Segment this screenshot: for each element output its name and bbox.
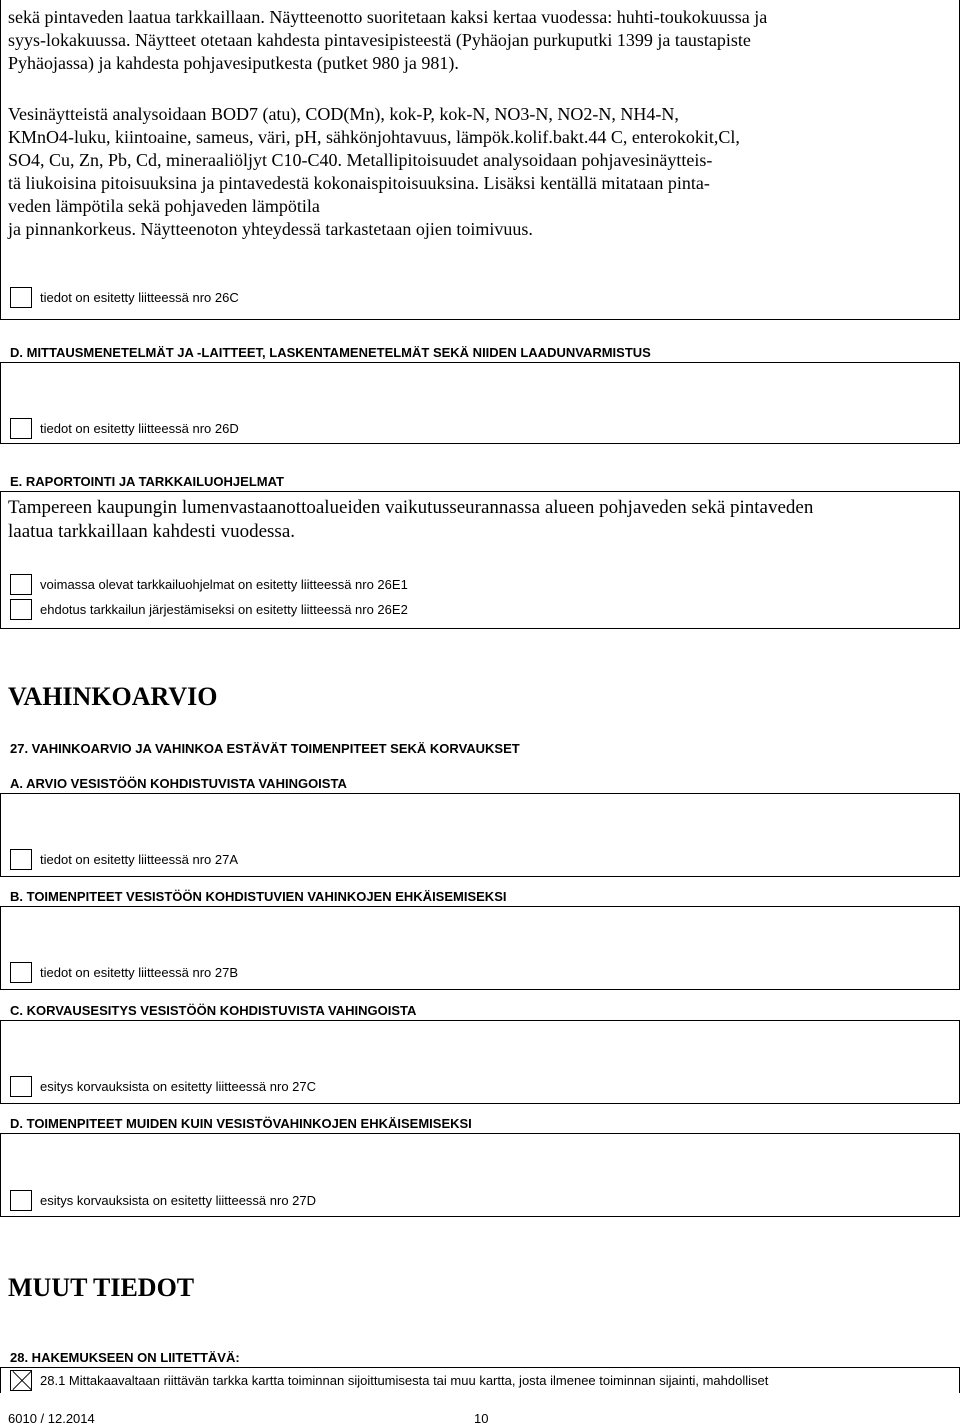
question-28-heading: 28. HAKEMUKSEEN ON LIITETTÄVÄ: [10,1350,240,1365]
text-line: Vesinäytteistä analysoidaan BOD7 (atu), COD(Mn), kok-P, kok-N, NO3-N, NO2-N, NH4-N, [8,104,679,124]
checkbox-label: ehdotus tarkkailun järjestämiseksi on esitetty liitteessä nro 26E2 [40,601,408,617]
checkbox-26e1[interactable] [10,574,32,595]
section-e-heading: E. RAPORTOINTI JA TARKKAILUOHJELMAT [10,474,284,489]
text-line: laatua tarkkaillaan kahdesti vuodessa. [8,521,296,542]
section-27b-heading: B. TOIMENPITEET VESISTÖÖN KOHDISTUVIEN VAHINKOJEN EHKÄISEMISEKSI [10,889,507,904]
checkbox-label: tiedot on esitetty liitteessä nro 26C [40,289,239,305]
checkbox-label: tiedot on esitetty liitteessä nro 27B [40,964,239,980]
text-line: sekä pintaveden laatua tarkkaillaan. Näytteenotto suoritetaan kaksi kertaa vuodessa: huhti-toukokuussa ja [8,7,768,27]
checkbox-label: esitys korvauksista on esitetty liitteessä nro 27D [40,1192,317,1208]
checkbox-label: voimassa olevat tarkkailuohjelmat on esitetty liitteessä nro 26E1 [40,576,408,592]
text-line: ja pinnankorkeus. Näytteenoton yhteydessä tarkastetaan ojien toimivuus. [8,219,533,239]
checkbox-label: tiedot on esitetty liitteessä nro 26D [40,420,239,436]
text-line: KMnO4-luku, kiintoaine, sameus, väri, pH, sähkönjohtavuus, lämpök.kolif.bakt.44 C, enterokokit,Cl, [8,127,740,147]
checkbox-27c[interactable] [10,1076,32,1097]
item-28-1-row [10,1369,768,1391]
section-27d-heading: D. TOIMENPITEET MUIDEN KUIN VESISTÖVAHINKOJEN EHKÄISEMISEKSI [10,1116,472,1131]
text-line: syys-lokakuussa. Näytteet otetaan kahdesta pintavesipisteestä (Pyhäojan purkuputki 1399 ja taustapiste [8,30,751,50]
text-line: SO4, Cu, Zn, Pb, Cd, mineraaliöljyt C10-C40. Metallipitoisuudet analysoidaan pohjavesinäytteis- [8,150,713,170]
checkbox-27d[interactable] [10,1190,32,1211]
section-27a-heading: A. ARVIO VESISTÖÖN KOHDISTUVISTA VAHINGOISTA [10,776,347,791]
checkbox-27a[interactable] [10,849,32,870]
section-e-text [8,496,813,544]
footer-form-code: 6010 / 12.2014 [8,1411,95,1426]
text-line: tä liukoisina pitoisuuksina ja pintavedestä kokonaispitoisuuksina. Lisäksi kentällä mitataan pinta- [8,173,710,193]
checkbox-26c[interactable] [10,287,32,308]
checkbox-row-26e1 [10,573,408,595]
checkbox-26d[interactable] [10,418,32,439]
question-27-heading: 27. VAHINKOARVIO JA VAHINKOA ESTÄVÄT TOIMENPITEET SEKÄ KORVAUKSET [10,741,520,756]
checkbox-label: esitys korvauksista on esitetty liitteessä nro 27C [40,1078,317,1094]
checkbox-label: tiedot on esitetty liitteessä nro 27A [40,851,239,867]
checkbox-row-27d [10,1189,316,1211]
section-27c-heading: C. KORVAUSESITYS VESISTÖÖN KOHDISTUVISTA VAHINGOISTA [10,1003,417,1018]
footer-page-number: 10 [474,1411,489,1426]
checkbox-27b[interactable] [10,962,32,983]
text-line: Tampereen kaupungin lumenvastaanottoalueiden vaikutusseurannassa alueen pohjaveden sekä pintaveden [8,497,814,518]
section-c-text-a [8,6,767,75]
muut-tiedot-title: MUUT TIEDOT [8,1273,195,1302]
item-28-1-label: 28.1 Mittakaavaltaan riittävän tarkka kartta toiminnan sijoittumisesta tai muu kartta, josta ilmenee toiminnan sijainti, mahdolliset [40,1372,769,1388]
checkbox-row-26c [10,286,239,308]
section-d-heading: D. MITTAUSMENETELMÄT JA -LAITTEET, LASKENTAMENETELMÄT SEKÄ NIIDEN LAADUNVARMISTUS [10,345,651,360]
checkbox-row-27b [10,961,238,983]
checkbox-row-27c [10,1075,316,1097]
checkbox-26e2[interactable] [10,599,32,620]
checkbox-row-26d [10,417,239,439]
checkbox-row-26e2 [10,598,408,620]
section-c-text-b [8,103,740,241]
text-line: Pyhäojassa) ja kahdesta pohjavesiputkesta (putket 980 ja 981). [8,53,459,73]
vahinkoarvio-title: VAHINKOARVIO [8,682,218,711]
text-line: veden lämpötila sekä pohjaveden lämpötila [8,196,320,216]
checkbox-28-1-checked[interactable] [10,1370,32,1391]
checkbox-row-27a [10,848,238,870]
